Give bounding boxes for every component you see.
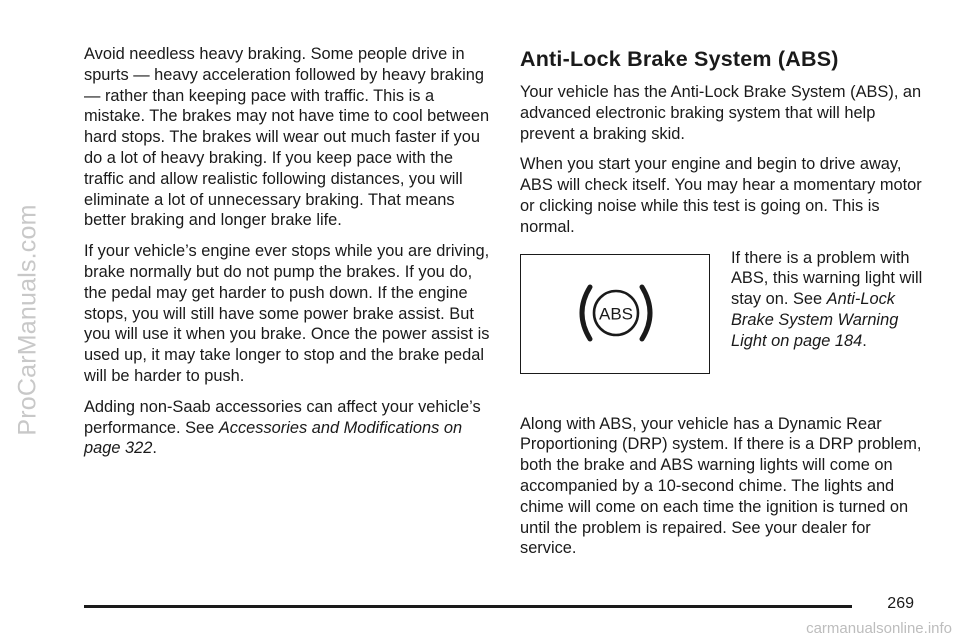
abs-caption-end: . <box>862 331 867 350</box>
abs-icon-label: ABS <box>598 304 634 324</box>
left-column <box>84 44 496 469</box>
paragraph-heavy-braking: Avoid needless heavy braking. Some people drive in spurts — heavy acceleration followed by heavy braking — rather than keeping pace with traffic. This is a mistake. The brakes may not have time to cool between hard stops. The brakes will wear out much faster if you do a lot of heavy braking. If you keep pace with the traffic and allow realistic following distances, you will eliminate a lot of unnecessary braking. That means better braking and longer brake life. <box>84 45 490 230</box>
right-column <box>520 44 928 569</box>
paragraph-drp: Along with ABS, your vehicle has a Dynamic Rear Proportioning (DRP) system. If there is a DRP problem, both the brake and ABS warning lights will come on accompanied by a 10-second chime. The lights and chime will come on each time the ignition is turned on until the problem is repaired. See your dealer for service. <box>520 414 922 558</box>
watermark-text: ProCarManuals.com <box>13 204 42 436</box>
site-watermark: carmanualsonline.info <box>806 620 952 637</box>
abs-figure-caption <box>731 248 927 352</box>
abs-figure <box>520 248 928 400</box>
page-number: 269 <box>887 595 914 612</box>
abs-caption-reference: Anti-Lock Brake System Warning Light on page 184 <box>731 290 899 350</box>
accessories-end: . <box>152 439 157 458</box>
abs-caption-text: If there is a problem with ABS, this warning light will stay on. See <box>731 248 923 309</box>
abs-warning-light-box <box>520 254 710 374</box>
abs-warning-light-icon <box>576 281 656 345</box>
paragraph-abs-intro: Your vehicle has the Anti-Lock Brake System (ABS), an advanced electronic braking system that will help prevent a braking skid. <box>520 83 922 143</box>
accessories-text: Adding non-Saab accessories can affect your vehicle’s performance. See <box>84 397 481 437</box>
footer-rule <box>84 605 852 608</box>
paragraph-abs-selfcheck: When you start your engine and begin to drive away, ABS will check itself. You may hear a momentary motor or clicking noise while this test is going on. This is normal. <box>520 155 922 236</box>
section-heading: Anti-Lock Brake System (ABS) <box>520 47 839 71</box>
paragraph-accessories <box>84 397 496 459</box>
accessories-reference: Accessories and Modifications on page 322 <box>84 418 463 458</box>
side-watermark <box>0 0 56 640</box>
paragraph-engine-stops: If your vehicle’s engine ever stops while you are driving, brake normally but do not pump the brakes. If you do, the pedal may get harder to push down. If the engine stops, you will still have some power brake assist. But you will use it when you brake. Once the power assist is used up, it may take longer to stop and the brake pedal will be harder to push. <box>84 242 490 385</box>
